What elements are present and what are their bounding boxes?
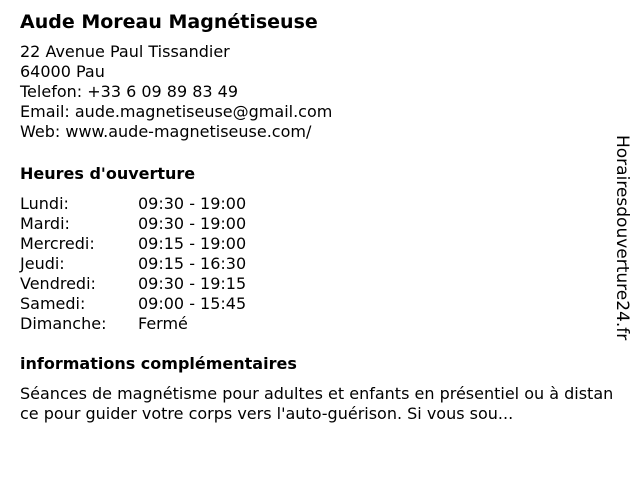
time-range: 09:15 - 19:00 (138, 234, 247, 253)
website-url: Web: www.aude-magnetiseuse.com/ (20, 122, 312, 141)
address-city: 64000 Pau (20, 62, 105, 81)
phone-number: Telefon: +33 6 09 89 83 49 (20, 82, 239, 101)
day-label: Mardi: (20, 214, 70, 233)
opening-hours-table (20, 194, 610, 334)
day-label: Samedi: (20, 294, 86, 313)
day-label: Dimanche: (20, 314, 107, 333)
additional-info-text: Séances de magnétisme pour adultes et enfants en présentiel ou à distance pour guider votre corps vers l'auto-guérison. Si vous sou... (20, 384, 614, 423)
additional-info-title: informations complémentaires (20, 354, 297, 373)
day-label: Vendredi: (20, 274, 96, 293)
hours-row-saturday (20, 294, 610, 314)
hours-row-friday (20, 274, 610, 294)
hours-row-thursday (20, 254, 610, 274)
time-range: 09:15 - 16:30 (138, 254, 247, 273)
day-label: Jeudi: (20, 254, 65, 273)
hours-row-monday (20, 194, 610, 214)
hours-row-sunday (20, 314, 610, 334)
business-card (20, 10, 614, 424)
time-range: 09:30 - 19:15 (138, 274, 247, 293)
time-range: Fermé (138, 314, 188, 333)
address-street: 22 Avenue Paul Tissandier (20, 42, 230, 61)
hours-row-tuesday (20, 214, 610, 234)
hours-row-wednesday (20, 234, 610, 254)
business-name: Aude Moreau Magnétiseuse (20, 11, 318, 33)
time-range: 09:30 - 19:00 (138, 194, 247, 213)
day-label: Lundi: (20, 194, 69, 213)
day-label: Mercredi: (20, 234, 95, 253)
opening-hours-title: Heures d'ouverture (20, 164, 196, 183)
site-brand-watermark: Horairesdouverture24.fr (612, 135, 632, 341)
email-address: Email: aude.magnetiseuse@gmail.com (20, 102, 333, 121)
time-range: 09:00 - 15:45 (138, 294, 247, 313)
time-range: 09:30 - 19:00 (138, 214, 247, 233)
